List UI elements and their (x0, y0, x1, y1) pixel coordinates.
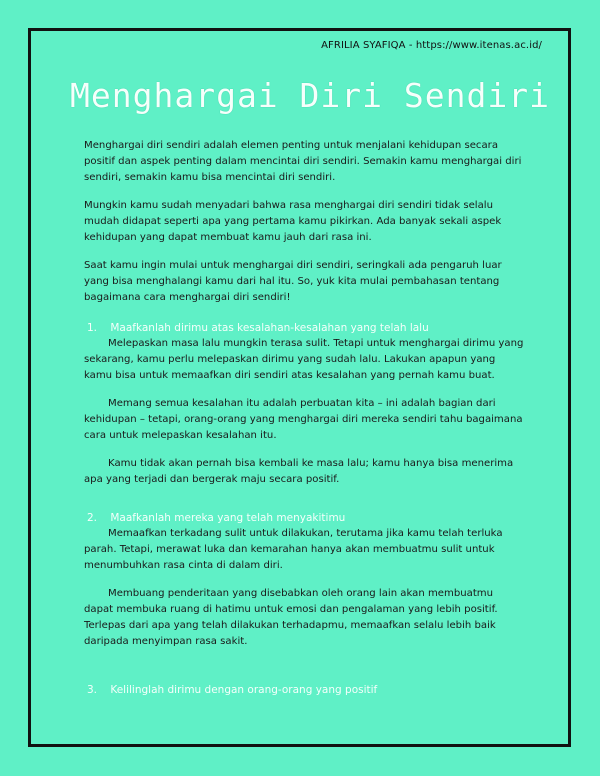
intro-paragraph: Saat kamu ingin mulai untuk menghargai diri sendiri, seringkali ada pengaruh luar yang bisa menghalangi kamu dari hal itu. So, yuk kita mulai pembahasan tentang bagaimana cara menghargai diri sendiri! (84, 260, 502, 303)
section-paragraph: Kamu tidak akan pernah bisa kembali ke masa lalu; kamu hanya bisa menerima apa yang terjadi dan bergerak maju secara positif. (84, 458, 514, 485)
article-body (84, 138, 524, 672)
section-heading-text: Maafkanlah mereka yang telah menyakitimu (110, 512, 346, 524)
section-number: 3. (87, 684, 98, 696)
section-paragraph: Memang semua kesalahan itu adalah perbuatan kita – ini adalah bagian dari kehidupan – tetapi, orang-orang yang menghargai diri mereka sendiri tahu bagaimana cara untuk melepaskan kesalahan itu. (84, 398, 523, 441)
section-heading-text: Maafkanlah dirimu atas kesalahan-kesalahan yang telah lalu (110, 322, 429, 334)
section-3-heading (87, 684, 377, 696)
section-heading-text: Kelilinglah dirimu dengan orang-orang yang positif (110, 684, 378, 696)
section-1 (84, 320, 524, 488)
section-paragraph: Melepaskan masa lalu mungkin terasa sulit. Tetapi untuk menghargai dirimu yang sekarang, kamu perlu melepaskan dirimu yang sudah lalu. Lakukan apapun yang kamu bisa untuk memaafkan diri sendiri atas kesalahan yang pernah kamu buat. (84, 338, 524, 381)
author-line: AFRILIA SYAFIQA - https://www.itenas.ac.id/ (321, 40, 542, 51)
section-paragraph: Memaafkan terkadang sulit untuk dilakukan, terutama jika kamu telah terluka parah. Tetapi, merawat luka dan kemarahan hanya akan membuatmu sulit untuk menumbuhkan rasa cinta di dalam diri. (84, 528, 503, 571)
intro-paragraph: Menghargai diri sendiri adalah elemen penting untuk menjalani kehidupan secara positif dan aspek penting dalam mencintai diri sendiri. Semakin kamu menghargai diri sendiri, semakin kamu bisa mencintai diri sendiri. (84, 140, 522, 183)
section-number: 1. (87, 322, 98, 334)
section-heading (84, 510, 524, 526)
section-heading (84, 320, 524, 336)
section-paragraph: Membuang penderitaan yang disebabkan oleh orang lain akan membuatmu dapat membuka ruang di hatimu untuk emosi dan pengalaman yang lebih positif. Terlepas dari apa yang telah dilakukan terhadapmu, memaafkan selalu lebih baik daripada menyimpan rasa sakit. (84, 588, 498, 647)
intro-paragraph: Mungkin kamu sudah menyadari bahwa rasa menghargai diri sendiri tidak selalu mudah didapat seperti apa yang pertama kamu pikirkan. Ada banyak sekali aspek kehidupan yang dapat membuat kamu jauh dari rasa ini. (84, 200, 502, 243)
section-2 (84, 510, 524, 650)
page-title: Menghargai Diri Sendiri (70, 76, 550, 115)
section-number: 2. (87, 512, 98, 524)
